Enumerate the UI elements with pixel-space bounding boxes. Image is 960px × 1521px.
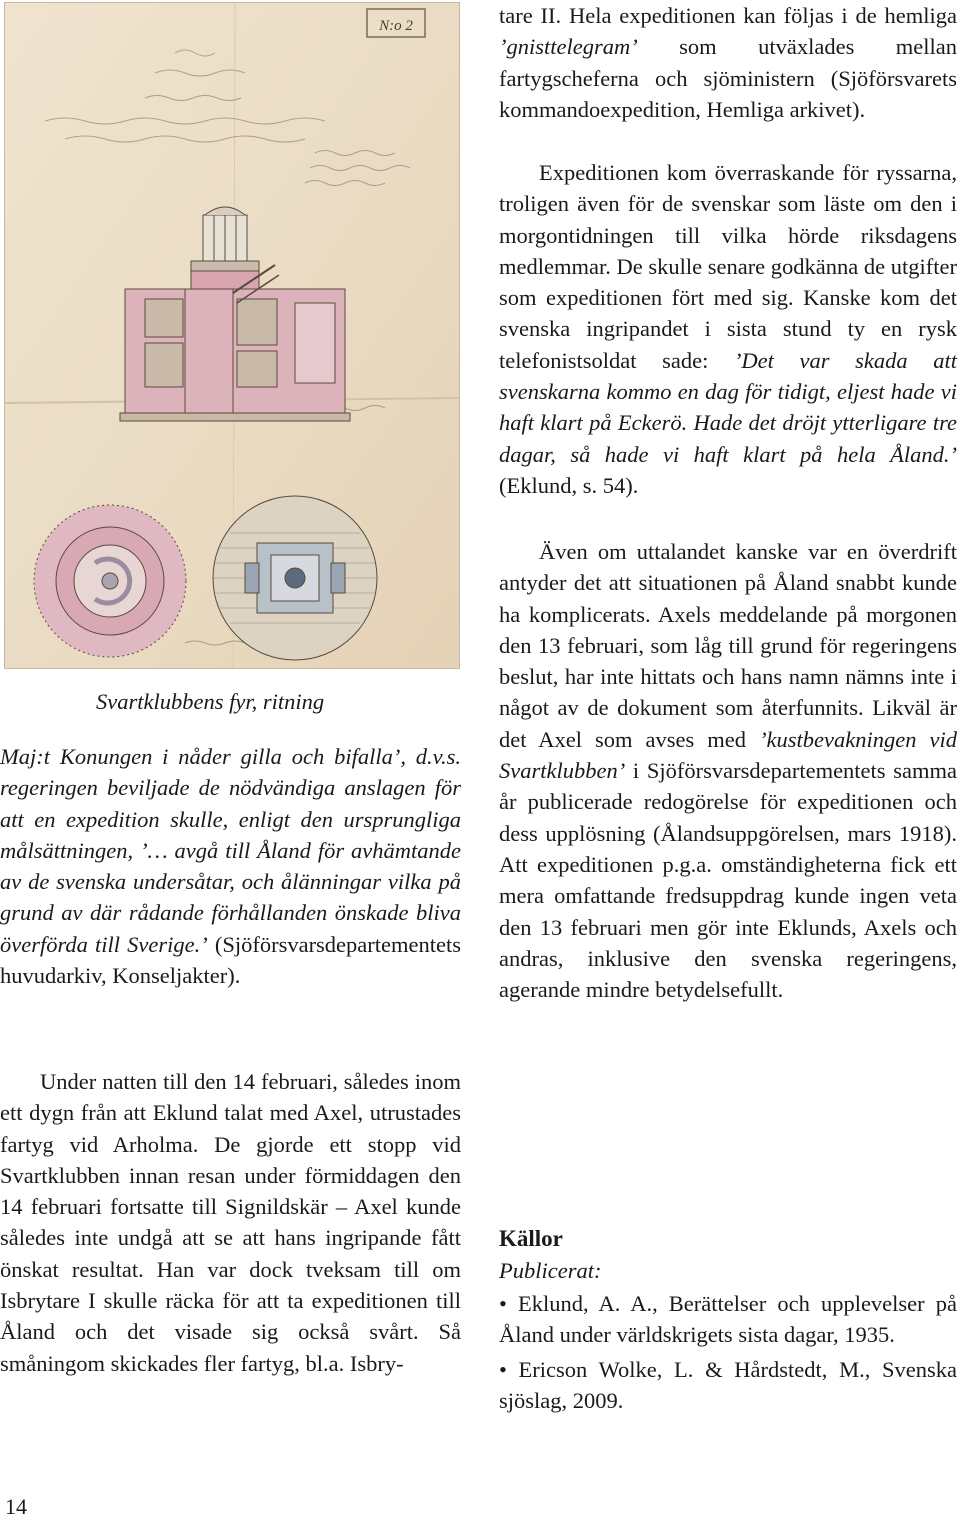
right-paragraph-3: [499, 536, 957, 1005]
right-p2-end: (Eklund, s. 54).: [499, 472, 639, 498]
sources-subheading: Publicerat:: [499, 1258, 602, 1283]
right-paragraph-2: [499, 157, 957, 501]
right-p2-start: Expeditionen kom överraskande för ryssarna, troligen även för de svenskar som läste om den i morgontidningen till vilka hörde riksdagens medlemmar. De skulle senare godkänna de utgifter som expeditionen fört med sig. Kanske kom det svenska ingripandet i sista stund ty en rysk telefonistsoldat sade:: [499, 160, 957, 373]
right-paragraph-1: [499, 0, 957, 125]
right-p3-end: i Sjöförsvarsdepartementets samma år publicerade redogörelse för expeditionen och dess upplösning (Ålandsuppgörelsen, mars 1918). Att expeditionen p.g.a. omständigheterna fick ett mera omfattande fredsuppdrag kunde ingen veta den 13 februari men gör inte Eklunds, Axels och andras, inklusive den svenska regeringens, agerande mindre betydelsefullt.: [499, 758, 957, 1003]
right-p2-quote: ’Det var skada att svenskarna kommo en dag för tidigt, eljest hade vi haft klart på Eckerö. Hade det dröjt ytterligare tre dagar, så hade vi haft klart på hela Åland.’: [499, 347, 958, 467]
lighthouse-drawing-figure: [4, 2, 460, 669]
left-paragraph-1: [0, 741, 461, 991]
left-p1-end: (Sjöförsvarsdepartementets huvudarkiv, Konseljakter).: [0, 931, 461, 989]
sources-heading: Källor: [499, 1226, 563, 1251]
right-p3-quote: ’kustbevakningen vid Svartklubben’: [499, 726, 958, 784]
sheet-number: N:o 2: [379, 18, 413, 34]
right-p1-end: som utväxlades mellan fartygscheferna och sjöministern (Sjöförsvarets kommandoexpedition, Hemliga arkivet).: [499, 34, 957, 122]
source-item: • Ericson Wolke, L. & Hårdstedt, M., Svenska sjöslag, 2009.: [499, 1356, 957, 1413]
right-p1-start: tare II. Hela expeditionen kan följas i de hemliga: [499, 3, 957, 28]
source-item: • Eklund, A. A., Berättelser och upplevelser på Åland under världskrigets sista dagar, 1935.: [499, 1291, 957, 1348]
right-p3-start: Även om uttalandet kanske var en överdrift antyder det att situationen på Åland snabbt kunde ha komplicerats. Axels meddelande på morgonen den 13 februari, som låg till grund för regeringens beslut, har inte hittats och hans namn nämns inte i något av de dokument som återfunnits. Likväl är det Axel som avses med: [499, 539, 957, 752]
left-p1-start: Maj:t Konungen i nåder gilla och bifalla’, d.v.s. regeringen beviljade de nödvändiga anslagen för att en expedition skulle, enligt den ursprungliga målsättningen,: [0, 744, 461, 863]
left-paragraph-2: Under natten till den 14 februari, således inom ett dygn från att Eklund talat med Axel, utrustades fartyg vid Arholma. De gjorde ett stopp vid Svartklubben innan resan under förmiddagen den 14 februari fortsatte till Signildskär – Axel kunde således inte undgå att se att hans ingripande fått önskat resultat. Han var dock tveksam till om Isbrytare I skulle räcka för att ta expeditionen till Åland och det visade sig också svårt. Så småningom skickades fler fartyg, bl.a. Isbry-: [0, 1069, 461, 1376]
left-p1-quote: ’… avgå till Åland för avhämtande av de svenska undersåtar, och ålänningar vilka på grund av där rådande förhållanden önskade bliva överförda till Sverige.’: [0, 837, 462, 957]
right-p1-quote: ’gnisttelegram’: [499, 34, 638, 60]
sources-list: [499, 1288, 957, 1419]
page-number: 14: [5, 1494, 27, 1519]
figure-caption: Svartklubbens fyr, ritning: [96, 689, 325, 714]
lighthouse-drawing-image: [5, 3, 459, 668]
